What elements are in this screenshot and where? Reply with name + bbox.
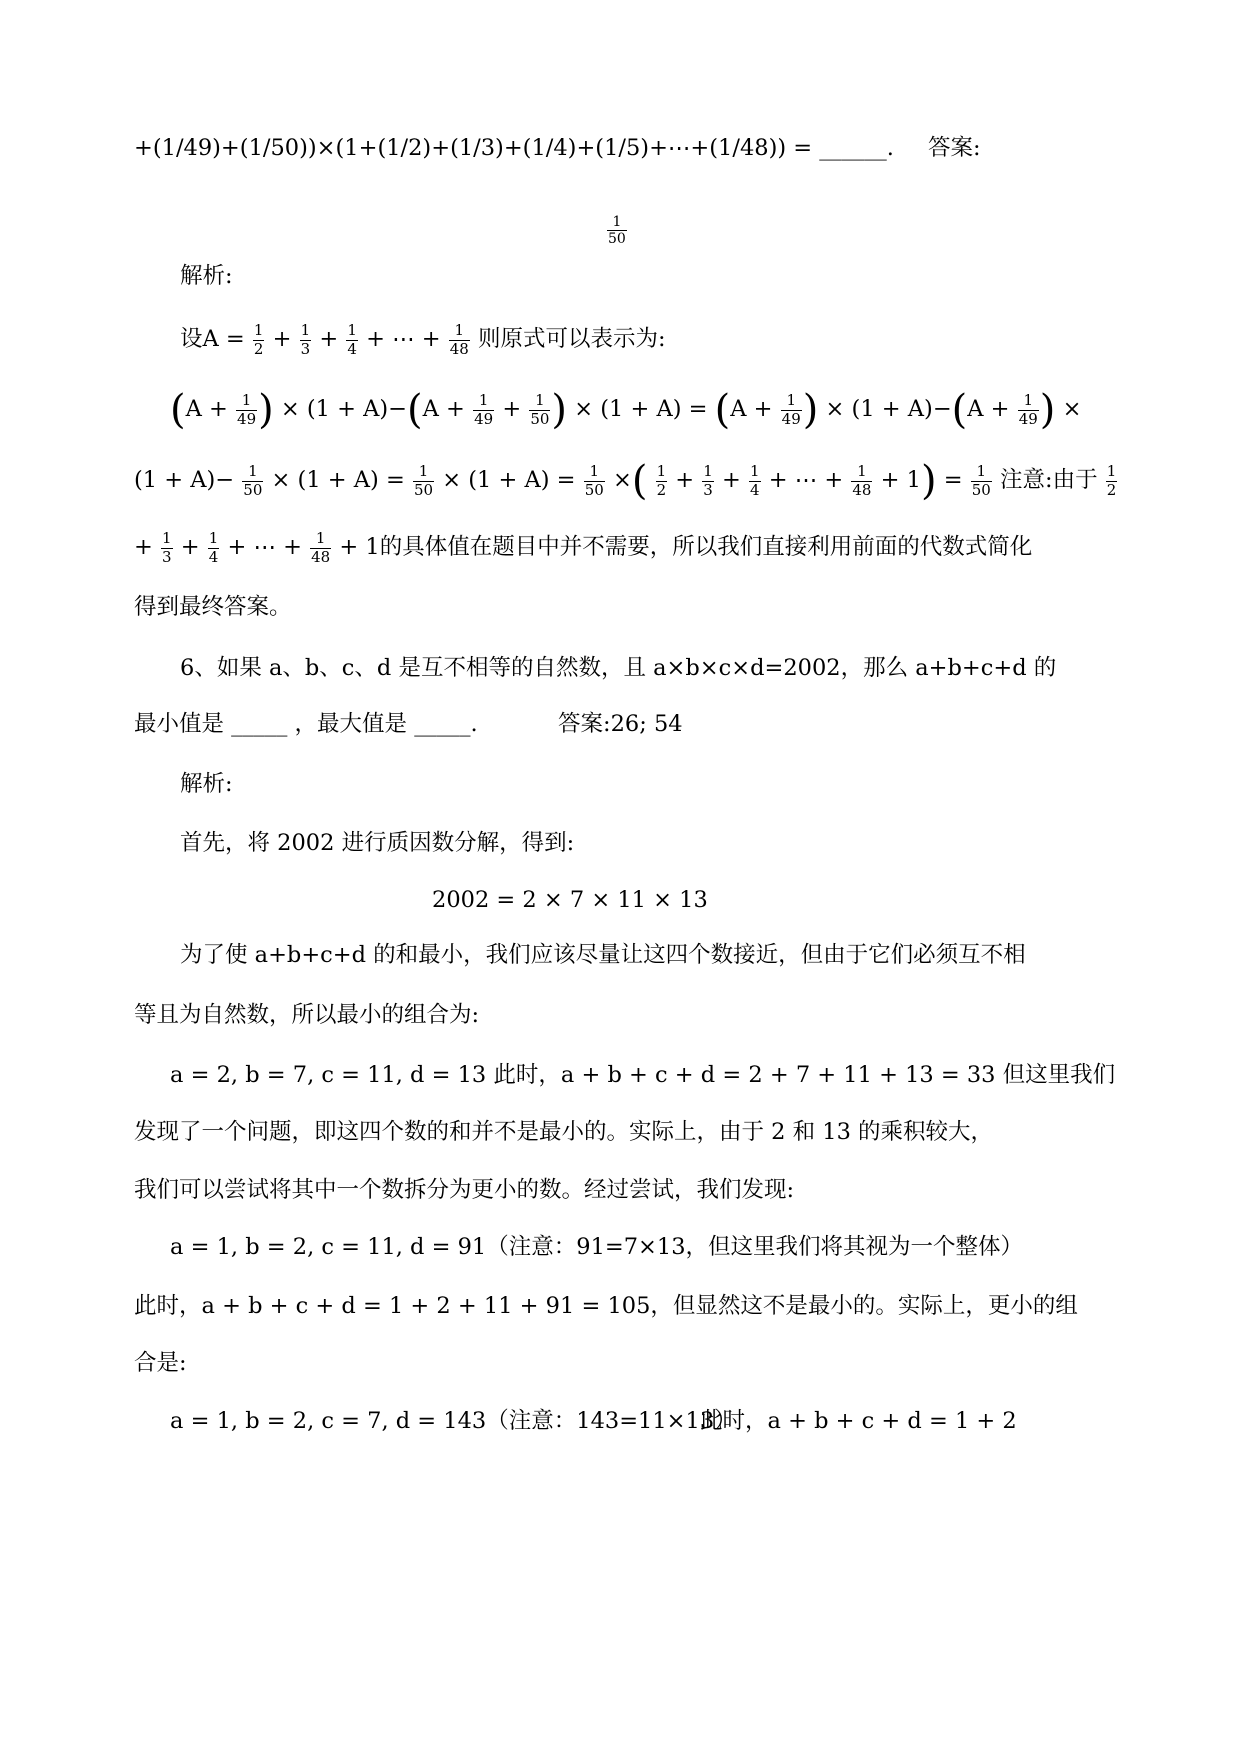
paragraph-line: 为了使 a+b+c+d 的和最小，我们应该尽量让这四个数接近，但由于它们必须互不相 xyxy=(180,942,1026,968)
analysis-label: 解析: xyxy=(180,263,233,289)
analysis-label-2: 解析: xyxy=(180,771,233,797)
answer-label: 答案: xyxy=(928,135,981,161)
question-6-answer: 答案:26; 54 xyxy=(558,711,683,737)
factor-intro: 首先，将 2002 进行质因数分解，得到: xyxy=(180,830,575,856)
combination-3-sum: 此时，a + b + c + d = 1 + 2 xyxy=(700,1408,1017,1434)
answer-fraction: $\frac{1}{50}$ xyxy=(608,214,626,248)
paragraph-line: 发现了一个问题，即这四个数的和并不是最小的。实际上，由于 2 和 13 的乘积较大， xyxy=(134,1119,994,1145)
paragraph-line: 等且为自然数，所以最小的组合为: xyxy=(134,1002,480,1028)
combination-2-sum: 此时，a + b + c + d = 1 + 2 + 11 + 91 = 105，但显然这不是最小的。实际上，更小的组 xyxy=(134,1293,1078,1319)
combination-2: a = 1, b = 2, c = 11, d = 91（注意：91=7×13，但这里我们将其视为一个整体） xyxy=(170,1234,1024,1260)
paragraph-line: 合是: xyxy=(134,1350,187,1376)
combination-3: a = 1, b = 2, c = 7, d = 143（注意：143=11×13） xyxy=(170,1408,737,1434)
text-line: 得到最终答案。 xyxy=(134,594,292,620)
question-6-line-1: 6、如果 a、b、c、d 是互不相等的自然数，且 a×b×c×d=2002，那么 a+b+c+d 的 xyxy=(180,655,1057,681)
combination-1: a = 2, b = 7, c = 11, d = 13 此时，a + b + c + d = 2 + 7 + 11 + 13 = 33 但这里我们 xyxy=(170,1062,1116,1088)
math-row-3: + $\frac{1}{3}$ + $\frac{1}{4}$ + ⋯ + $\frac{1}{48}$ + 1的具体值在题目中并不需要，所以我们直接利用前面的代数式简化 xyxy=(134,529,1033,566)
paragraph-line: 我们可以尝试将其中一个数拆分为更小的数。经过尝试，我们发现: xyxy=(134,1177,795,1203)
math-row-1: (A + $\frac{1}{49}$ ) × (1 + A)−(A + $\frac{1}{49}$ + $\frac{1}{50}$ ) × (1 + A) = (A + $\frac{1}{49}$ ) × (1 + A)−(A + $\frac{1}{49}$ ) × xyxy=(170,387,1082,433)
question-6-line-2: 最小值是 _____ ，最大值是 _____. xyxy=(134,711,478,737)
factorization-equation: 2002 = 2 × 7 × 11 × 13 xyxy=(432,887,708,913)
expression-continuation: +(1/49)+(1/50))×(1+(1/2)+(1/3)+(1/4)+(1/5)+⋯+(1/48)) = ______. xyxy=(134,135,894,161)
math-row-2: (1 + A)− $\frac{1}{50}$ × (1 + A) = $\frac{1}{50}$ × (1 + A) = $\frac{1}{50}$ ×( $\frac{1}{2}$ + $\frac{1}{3}$ + $\frac{1}{4}$ + ⋯ + $\frac{1}{48}$ + 1) = $\frac{1}{50}$ 注意:由于 $\frac{1}{2}$ xyxy=(134,458,1117,504)
definition-line: 设A = $\frac{1}{2}$ + $\frac{1}{3}$ + $\frac{1}{4}$ + ⋯ + $\frac{1}{48}$ 则原式可以表示为: xyxy=(180,321,666,358)
